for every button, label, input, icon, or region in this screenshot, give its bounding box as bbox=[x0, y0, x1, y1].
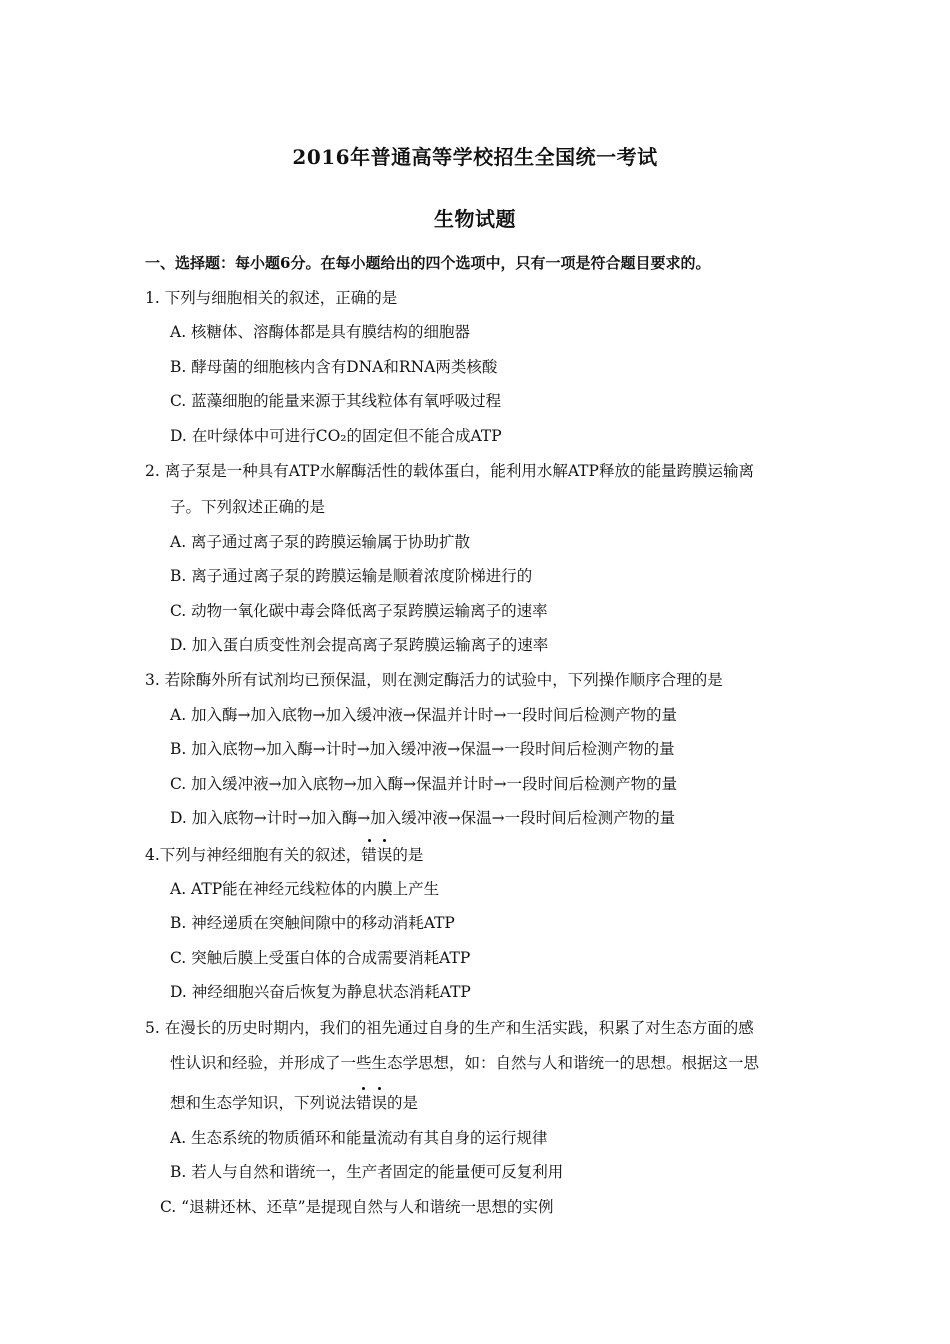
question-5-stem-line3 bbox=[170, 1093, 418, 1113]
section-heading: 一、选择题：每小题6分。在每小题给出的四个选项中，只有一项是符合题目要求的。 bbox=[145, 254, 711, 272]
question-4-option-b: B. 神经递质在突触间隙中的移动消耗ATP bbox=[170, 914, 455, 932]
question-3-option-b: B. 加入底物→加入酶→计时→加入缓冲液→保温→一段时间后检测产物的量 bbox=[170, 740, 675, 758]
emphasis-char: 错 bbox=[356, 1094, 372, 1112]
question-2-option-d: D. 加入蛋白质变性剂会提高离子泵跨膜运输离子的速率 bbox=[170, 636, 549, 654]
question-5-stem-prefix: 想和生态学知识，下列说法 bbox=[170, 1094, 357, 1112]
question-3-option-a: A. 加入酶→加入底物→加入缓冲液→保温并计时→一段时间后检测产物的量 bbox=[170, 706, 677, 724]
question-1-option-b: B. 酵母菌的细胞核内含有DNA和RNA两类核酸 bbox=[170, 358, 498, 376]
question-3-stem: 3. 若除酶外所有试剂均已预保温，则在测定酶活力的试验中，下列操作顺序合理的是 bbox=[145, 671, 723, 689]
question-2-option-c: C. 动物一氧化碳中毒会降低离子泵跨膜运输离子的速率 bbox=[170, 602, 548, 620]
question-4-option-d: D. 神经细胞兴奋后恢复为静息状态消耗ATP bbox=[170, 983, 471, 1001]
question-5-stem-suffix: 的是 bbox=[387, 1094, 419, 1112]
question-4-stem bbox=[145, 845, 423, 865]
question-2-stem-line2: 子。下列叙述正确的是 bbox=[170, 498, 326, 516]
emphasis-char: 误 bbox=[376, 846, 393, 864]
question-5-stem-line2: 性认识和经验，并形成了一些生态学思想，如：自然与人和谐统一的思想。根据这一思 bbox=[170, 1054, 760, 1072]
question-3-option-d: D. 加入底物→计时→加入酶→加入缓冲液→保温→一段时间后检测产物的量 bbox=[170, 809, 676, 827]
question-5-option-a: A. 生态系统的物质循环和能量流动有其自身的运行规律 bbox=[170, 1129, 548, 1147]
question-4-stem-suffix: 的是 bbox=[392, 846, 424, 864]
question-1-stem: 1. 下列与细胞相关的叙述，正确的是 bbox=[145, 289, 398, 307]
question-5-option-b: B. 若人与自然和谐统一，生产者固定的能量便可反复利用 bbox=[170, 1163, 564, 1181]
question-4-stem-prefix: 4.下列与神经细胞有关的叙述， bbox=[145, 846, 362, 864]
question-4-option-a: A. ATP能在神经元线粒体的内膜上产生 bbox=[170, 880, 440, 898]
question-5-stem-line1: 5. 在漫长的历史时期内，我们的祖先通过自身的生产和生活实践，积累了对生态方面的感 bbox=[145, 1019, 754, 1037]
question-2-option-a: A. 离子通过离子泵的跨膜运输属于协助扩散 bbox=[170, 533, 471, 551]
question-2-option-b: B. 离子通过离子泵的跨膜运输是顺着浓度阶梯进行的 bbox=[170, 567, 533, 585]
question-4-option-c: C. 突触后膜上受蛋白体的合成需要消耗ATP bbox=[170, 949, 471, 967]
exam-title: 2016年普通高等学校招生全国统一考试 bbox=[292, 145, 658, 169]
question-1-option-d: D. 在叶绿体中可进行CO₂的固定但不能合成ATP bbox=[170, 427, 502, 445]
question-1-option-a: A. 核糖体、溶酶体都是具有膜结构的细胞器 bbox=[170, 323, 471, 341]
question-3-option-c: C. 加入缓冲液→加入底物→加入酶→保温并计时→一段时间后检测产物的量 bbox=[170, 775, 678, 793]
exam-subtitle: 生物试题 bbox=[434, 207, 516, 231]
question-1-option-c: C. 蓝藻细胞的能量来源于其线粒体有氧呼吸过程 bbox=[170, 392, 502, 410]
emphasis-char: 错 bbox=[361, 846, 377, 864]
emphasis-char: 误 bbox=[371, 1094, 388, 1112]
question-5-option-c: C. “退耕还林、还草”是提现自然与人和谐统一思想的实例 bbox=[160, 1198, 554, 1216]
question-2-stem-line1: 2. 离子泵是一种具有ATP水解酶活性的载体蛋白，能利用水解ATP释放的能量跨膜运输离 bbox=[145, 462, 754, 480]
